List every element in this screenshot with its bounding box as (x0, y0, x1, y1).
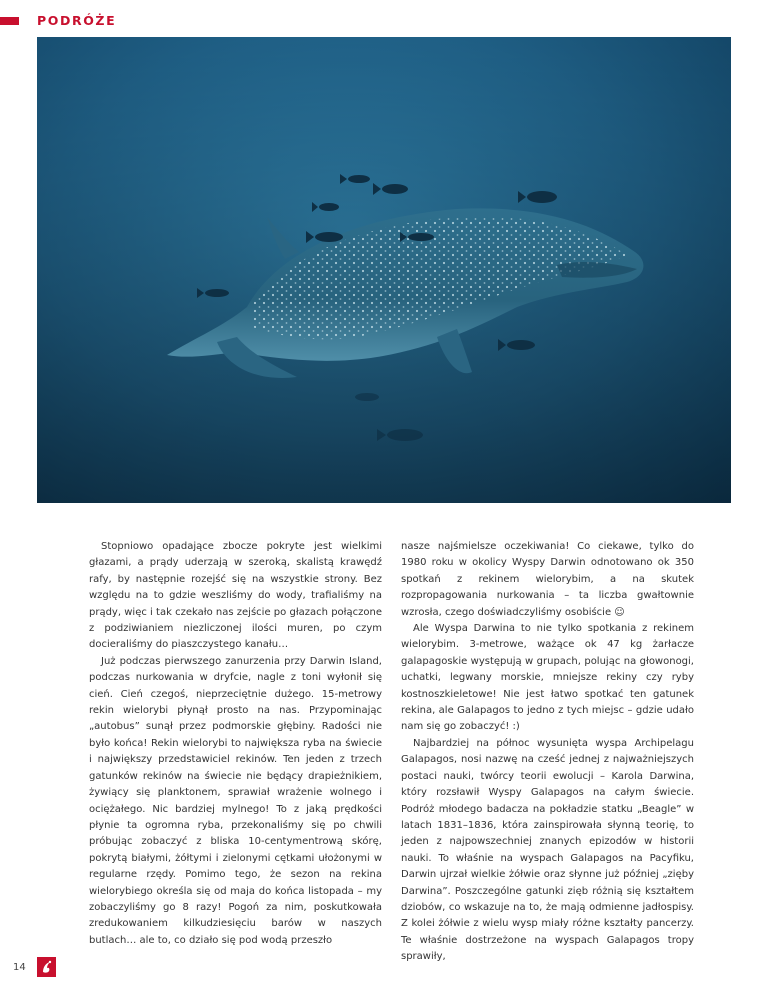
article-paragraph: Już podczas pierwszego zanurzenia przy Darwin Island, podczas nurkowania w dryfcie, nagle z toni wyłonił się cień. Cień czegoś, nieprzeciętnie dużego. 15-metrowy rekin wielorybi płynął prosto na nas. Przypominając „autobus” sunął przez podmorskie głębiny. Radości nie było końca! Rekin wielorybi to największa ryba na świecie i największy przedstawiciel rekinów. Ten jeden z trzech gatunków rekinów na świecie nie będący drapieżnikiem, żywiący się planktonem, sprawiał wrażenie wolnego i ociężałego. Nic bardziej mylnego! To z jaką prędkości płynie ta ogromna ryba, przekonaliśmy się po chwili próbując zobaczyć z bliska 10-centymentrową skórę, pokrytą białymi, żółtymi i zielonymi cętkami ułożonymi w regularne rzędy. Pomimo tego, że sezon na rekina wielorybiego określa się od maja do końca listopada – my zobaczyliśmy go 8 razy! Pogoń za nim, poskutkowała zredukowaniem kilkudziesięciu barów w naszych butlach… ale to, co działo się pod wodą przeszło (89, 655, 382, 946)
section-label: PODRÓŻE (37, 13, 117, 28)
article-column-left (89, 539, 382, 949)
section-accent-bar (0, 17, 19, 25)
whale-shark-photo (37, 37, 731, 503)
magazine-logo-icon (37, 957, 56, 977)
article-column-right (401, 539, 694, 966)
article-paragraph: Stopniowo opadające zbocze pokryte jest wielkimi głazami, a prądy uderzają w szeroką, skalistą krawędź rafy, by następnie rozejść się na wszystkie strony. Bez względu na to gdzie weszliśmy do wody, trafialiśmy na prądy, więc i tak czekało nas zejście po głazach połączone z podziwianiem niezliczonej ilości muren, po czym docieraliśmy do piaszczystego kanału… (89, 541, 382, 651)
article-paragraph: Najbardziej na północ wysunięta wyspa Archipelagu Galapagos, nosi nazwę na cześć jednej z najważniejszych postaci nauki, twórcy teorii ewolucji – Karola Darwina, który rozsławił Wyspy Galapagos na całym świecie. Podróż młodego badacza na pokładzie statku „Beagle” w latach 1831–1836, która zainspirowała słynną teorię, to jeden z najpowszechniej znanych epizodów w historii nauki. To właśnie na wyspach Galapagos na Pacyfiku, Darwin ujrzał wielkie żółwie oraz słynne już później „zięby Darwina”. Poszczególne gatunki zięb różnią się kształtem dziobów, co wskazuje na to, że mają odmienne jadłospisy. Z kolei żółwie z wielu wysp miały różne kształty pancerzy. Te właśnie dostrzeżone na wyspach Galapagos tropy sprawiły, (401, 737, 694, 963)
article-paragraph: Ale Wyspa Darwina to nie tylko spotkania z rekinem wielorybim. 3-metrowe, ważące ok 47 kg żarłacze galapagoskie występują w grupach, polując na głowonogi, uchatki, legwany morskie, mniejsze rekiny czy ryby kostnoszkieletowe! Nie jest łatwo spotkać ten gatunek rekina, ale Galapagos to jedno z tych miejsc – gdzie udało nam się go zobaczyć! :) (401, 623, 694, 733)
article-paragraph: nasze najśmielsze oczekiwania! Co ciekawe, tylko do 1980 roku w okolicy Wyspy Darwin odnotowano ok 350 spotkań z rekinem wielorybim, a na skutek rozpropagowania nurkowania – ta liczba gwałtownie wzrosła, czego doświadczyliśmy osobiście ☺ (401, 541, 694, 618)
page-number: 14 (13, 962, 26, 973)
